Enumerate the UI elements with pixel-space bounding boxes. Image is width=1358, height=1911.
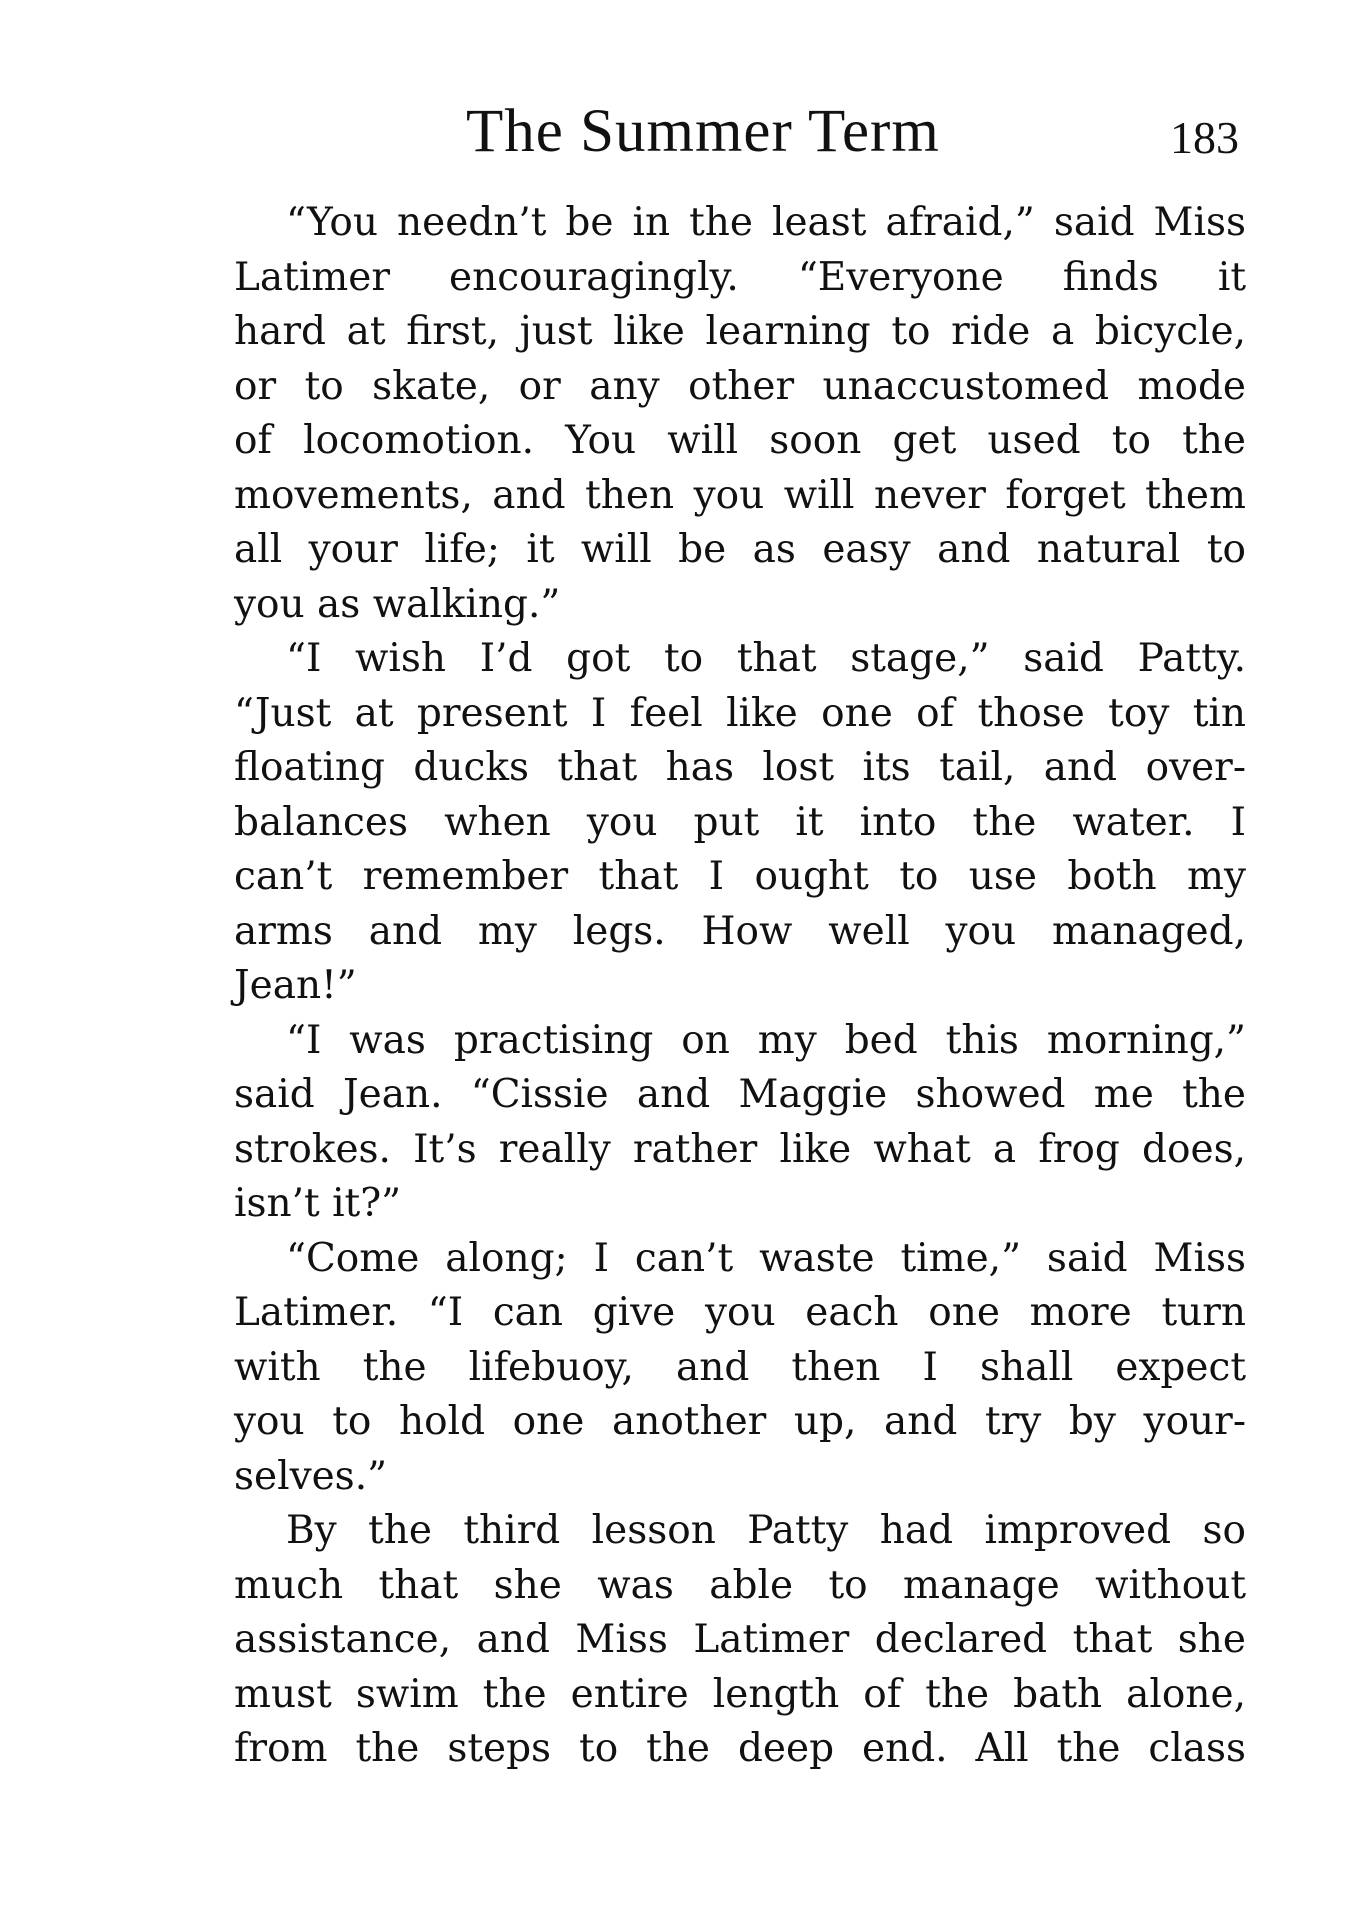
text-line: you to hold one another up, and try by your- <box>234 1399 1246 1444</box>
text-line: said Jean. “Cissie and Maggie showed me the <box>234 1072 1246 1117</box>
text-line: Latimer. “I can give you each one more turn <box>234 1290 1246 1335</box>
text-line: or to skate, or any other unaccustomed mode <box>234 363 1246 409</box>
text-line: Latimer encouragingly. “Everyone finds it <box>234 254 1246 300</box>
text-line: floating ducks that has lost its tail, and over- <box>234 745 1246 790</box>
text-line: strokes. It’s really rather like what a frog does, <box>234 1126 1246 1172</box>
text-line: “I was practising on my bed this morning,” <box>286 1017 1246 1063</box>
text-line: you as walking.” <box>234 581 561 627</box>
text-line: “You needn’t be in the least afraid,” said Miss <box>286 200 1246 245</box>
text-line: must swim the entire length of the bath alone, <box>234 1671 1246 1717</box>
text-line: “Just at present I feel like one of those toy tin <box>234 690 1246 736</box>
running-head <box>0 92 1358 172</box>
text-line: all your life; it will be as easy and natural to <box>234 527 1246 572</box>
text-line: “Come along; I can’t waste time,” said Miss <box>286 1235 1246 1281</box>
text-line: can’t remember that I ought to use both my <box>234 854 1246 899</box>
text-line: from the steps to the deep end. All the class <box>234 1726 1246 1771</box>
text-line: balances when you put it into the water. I <box>234 799 1246 845</box>
text-line: of locomotion. You will soon get used to the <box>234 418 1246 463</box>
text-line: movements, and then you will never forget them <box>234 472 1246 518</box>
text-line: assistance, and Miss Latimer declared that she <box>234 1617 1246 1662</box>
text-line: with the lifebuoy, and then I shall expect <box>234 1344 1246 1390</box>
text-line: arms and my legs. How well you managed, <box>234 908 1246 954</box>
text-line: Jean!” <box>234 963 357 1008</box>
text-line: selves.” <box>234 1453 388 1499</box>
page-number: 183 <box>1170 112 1239 163</box>
text-line: isn’t it?” <box>234 1181 402 1226</box>
text-line: By the third lesson Patty had improved so <box>286 1508 1246 1553</box>
text-line: hard at first, just like learning to ride a bicycle, <box>234 309 1246 354</box>
body-text <box>234 196 1246 1777</box>
running-title: The Summer Term <box>466 98 940 165</box>
text-line: “I wish I’d got to that stage,” said Patty. <box>286 636 1246 681</box>
text-line: much that she was able to manage without <box>234 1562 1246 1608</box>
